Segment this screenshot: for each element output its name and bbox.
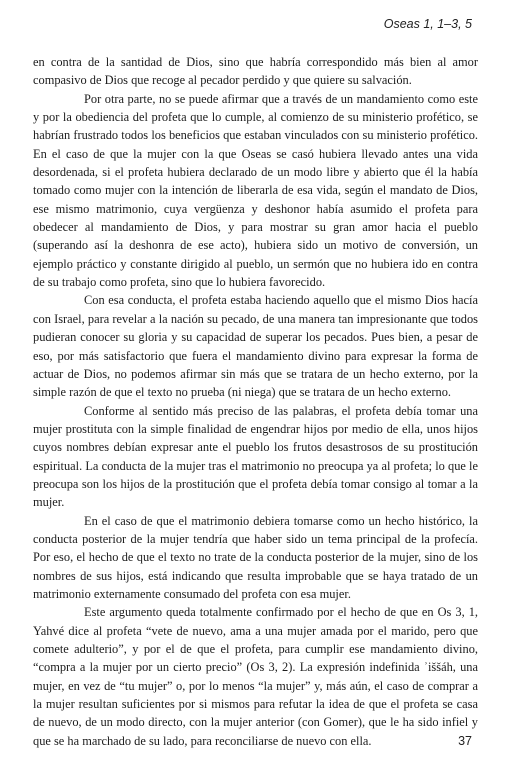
page-body	[33, 53, 478, 750]
paragraph-5: En el caso de que el matrimonio debiera tomarse como un hecho histórico, la conducta posterior de la mujer tendría que haber sido un tema principal de la profecía. Por eso, el hecho de que el texto no trate de la conducta posterior de la mujer, sino de los nombres de sus hijos, está indicando que resulta improbable que se haya tratado de un matrimonio externamente consumado del profeta con esa mujer.	[33, 513, 478, 601]
paragraph-2: Por otra parte, no se puede afirmar que a través de un mandamiento como este y por la obediencia del profeta que lo cumple, al comienzo de su ministerio profético, se habrían frustrado todos los beneficios que estaban vinculados con su ministerio profético. En el caso de que la mujer con la que Oseas se casó hubiera llevado antes una vida desordenada, si el profeta hubiera declarado de un modo libre y abierto que él la había tomado como mujer con la intención de liberarla de esa vida, según el mandato de Dios, ese mismo matrimonio, cuya vergüenza y deshonor había asumido el profeta para obedecer al mandamiento de Dios, y para mostrar su gran amor hacia el pueblo (superando así la deshonra de ese acto), hubiera sido un motivo de conversión, un ejemplo práctico y constante dirigido al pueblo, un sermón que no hubiera ido en contra de su trabajo como profeta, sino que lo hubiera favorecido.	[33, 91, 478, 290]
paragraph-1: en contra de la santidad de Dios, sino que habría correspondido más bien al amor compasivo de Dios que recoge al pecador perdido y que quiere su salvación.	[33, 55, 478, 88]
page-number: 37	[458, 734, 472, 748]
running-header: Oseas 1, 1–3, 5	[383, 17, 472, 31]
paragraph-4: Conforme al sentido más preciso de las palabras, el profeta debía tomar una mujer prostituta con la simple finalidad de engendrar hijos por medio de ella, unos hijos cuyos nombres debían expresar ante el pueblo los frutos desastrosos de su prostitución espiritual. La conducta de la mujer tras el matrimonio no preocupa ya al profeta; lo que le preocupa son los hijos de la prostitución que el profeta debía tomar consigo al tomar a la mujer.	[33, 403, 478, 510]
paragraph-3: Con esa conducta, el profeta estaba haciendo aquello que el mismo Dios hacía con Israel, para revelar a la nación su pecado, de una manera tan impresionante que todos pudieran conocer su gloria y su capacidad de superar los pecados. Pues bien, a pesar de eso, por más satisfactorio que fuera el mandamiento divino para expresar la forma de actuar de Dios, no podemos afirmar sin más que se tratara de un hecho externo, por la simple razón de que el texto no prueba (ni niega) que se tratara de un hecho externo.	[33, 293, 478, 400]
paragraph-6: Este argumento queda totalmente confirmado por el hecho de que en Os 3, 1, Yahvé dice al profeta “vete de nuevo, ama a una mujer amada por el marido, pero que comete adulterio”, y por el de que el profeta, para cumplir ese mandamiento divino, “compra a la mujer por un cierto precio” (Os 3, 2). La expresión indefinida ʾiššáh, una mujer, en vez de “tu mujer” o, por lo menos “la mujer” y, más aún, el caso de comprar a la mujer resultan suficientes por si mismos para refutar la idea de que el profeta se casa de nuevo, de un modo directo, con la mujer anterior (con Gomer), que le ha sido infiel y que se ha marchado de su lado, para reconciliarse de nuevo con ella.	[33, 605, 478, 748]
